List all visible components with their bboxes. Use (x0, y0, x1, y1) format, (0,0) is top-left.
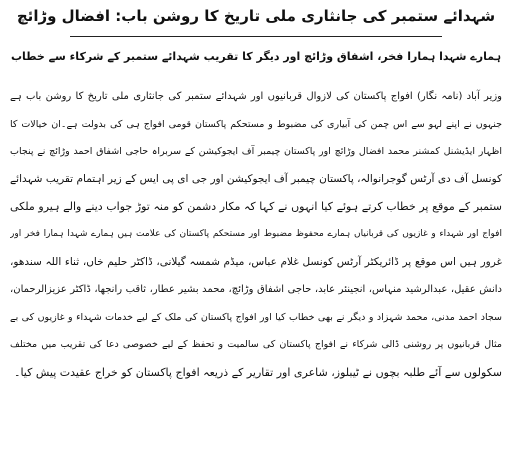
subheadline: ہمارے شہدا ہمارا فخر، اشفاق وڑائچ اور دیگر کا تقریب شہدائے ستمبر کے شرکاء سے خطاب (10, 50, 502, 63)
headline: شہدائے ستمبر کی جانثاری ملی تاریخ کا روشن باب: افضال وڑائچ (16, 7, 496, 25)
article-line: مثال قربانیوں پر روشنی ڈالی شرکاء نے افواج پاکستان کی سالمیت و تحفظ کے لیے خصوصی دعا کی تقریب میں مختلف (10, 339, 502, 351)
article-line: ستمبر کے موقع پر خطاب کرتے ہوئے کیا انہوں نے کہا کہ مکار دشمن کو منہ توڑ جواب دینے والے ہیرو ملکی (10, 200, 502, 214)
headline-divider (70, 36, 442, 37)
article-line: سجاد احمد مدنی، محمد شہزاد و دیگر نے بھی خطاب کیا اور افواج پاکستان کی ملک کے لیے خدمات شہداء و غازیوں کی بے (10, 311, 502, 323)
article-line: کونسل آف دی آرٹس گوجرانوالہ، پاکستان چیمبر آف ایجوکیشن اور جی ای پی ایس کے زیر اہتمام تقریب شہدائے (10, 172, 502, 185)
article-line: اظہار ایڈیشنل کمشنر محمد افضال وڑائچ اور پاکستان چیمبر آف ایجوکیشن کے سربراہ حاجی اشفاق احمد وڑائچ نے پنجاب (10, 146, 502, 158)
article-line: دانش عقیل، عبدالرشید منہاس، انجینئر عابد، حاجی اشفاق وڑائچ، محمد بشیر عطار، ثاقب رانجھا، ڈاکٹر عزیزالرحمان، (10, 284, 502, 296)
article-line: وزیر آباد (نامہ نگار) افواج پاکستان کی لازوال قربانیوں اور شہدائے ستمبر کی جانثاری ملی تاریخ کا روشن باب ہے (10, 91, 502, 102)
article-line: غرور ہیں اس موقع پر ڈائریکٹر آرٹس کونسل غلام عباس، میڈم شمسہ گیلانی، ڈاکٹر حلیم خاں، ثناء اللہ سندھو، (10, 255, 502, 268)
article-line: جنہوں نے اپنے لہو سے اس چمن کی آبیاری کی مضبوط و مستحکم پاکستان قومی افواج ہی کی بدولت ہے۔ان خیالات کا (10, 118, 502, 130)
article-body (10, 83, 502, 387)
article-line: سکولوں سے آئے طلبہ بچوں نے ٹیبلوز، شاعری اور تقاریر کے ذریعہ افواج پاکستان کو خراج عقیدت پیش کیا۔ (14, 365, 502, 379)
article-line: افواج اور شہداء و غازیوں کی قربانیاں ہمارے محفوظ مضبوط اور مستحکم پاکستان کی علامت ہیں ہمارے شہدا ہمارا فخر اور (10, 228, 502, 239)
